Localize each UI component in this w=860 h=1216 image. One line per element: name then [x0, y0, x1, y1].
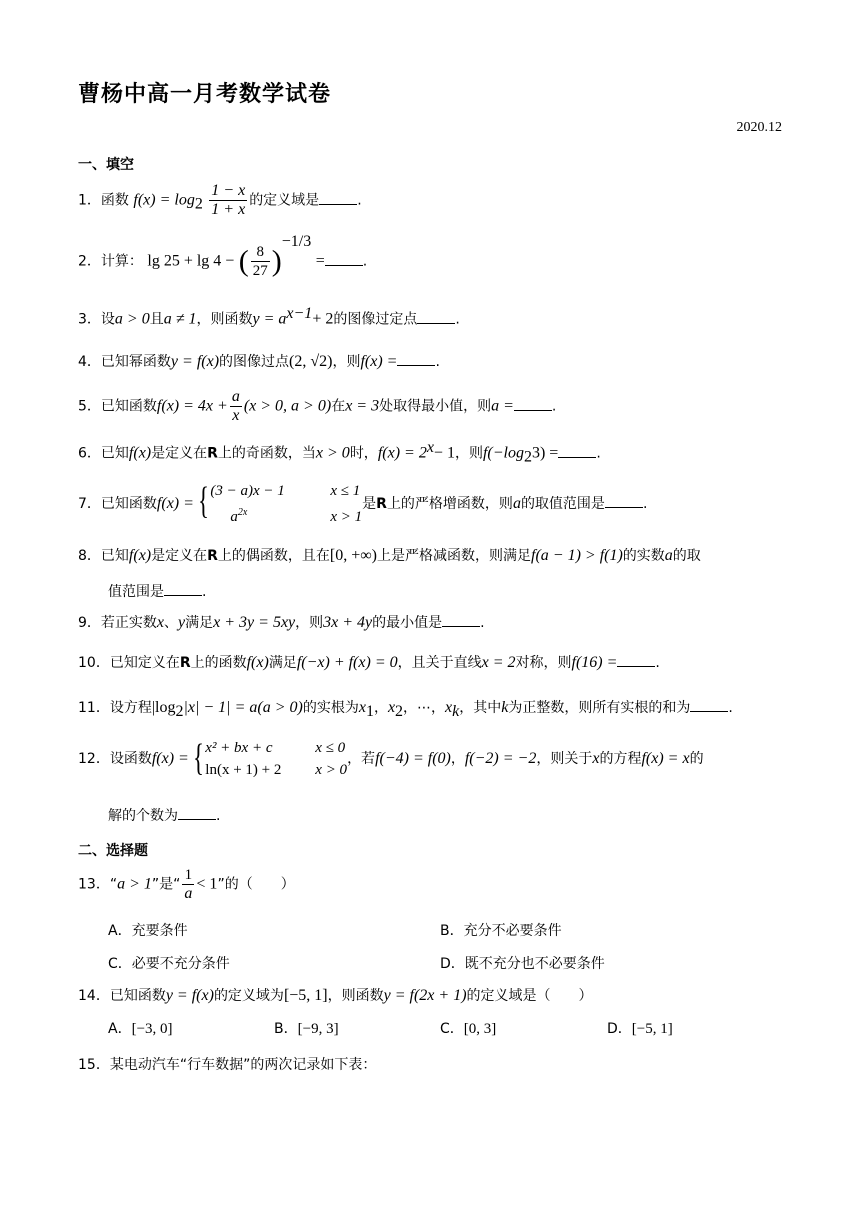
fraction: $\frac{1}{a}$: [184, 867, 193, 902]
piecewise-definition: { x² + bx + c x ≤ 0 ln(x + 1) + 2 x > 0: [193, 737, 348, 779]
exam-date: 2020.12: [736, 120, 782, 135]
section-choice-heading: 二、选择题: [78, 843, 148, 859]
question-4: 4．已知幂函数y = f(x)的图像过点(2, √2)，则f(x) = .: [78, 353, 440, 370]
question-13: 13．“a > 1”是“ $\frac{1}{a}$ < 1”的（ ）: [78, 867, 295, 902]
option-b[interactable]: B．充分不必要条件: [440, 923, 562, 939]
question-12-continued: 解的个数为 .: [108, 805, 220, 825]
piecewise-definition: { (3 − a)x − 1 x ≤ 1 $a^{2x}$ x > 1: [198, 480, 363, 525]
page-title: 曹杨中高一月考数学试卷: [78, 82, 332, 107]
answer-blank[interactable]: [325, 251, 363, 266]
answer-blank[interactable]: [605, 493, 643, 508]
option-b[interactable]: B．[−9, 3]: [274, 1021, 339, 1037]
question-3: 3．设a > 0且a ≠ 1，则函数$y = a^{x-1}+ 2$的图像过定点 .: [78, 305, 460, 328]
question-11: 11．设方程$|\log_2|x| - 1| = a(a > 0)$的实根为$x_1$，$x_2$，⋯，$x_k$，其中k为正整数，则所有实根的和为 .: [78, 699, 733, 720]
section-fill-heading: 一、填空: [78, 157, 134, 173]
question-8-continued: 值范围是 .: [108, 581, 206, 601]
option-c[interactable]: C．必要不充分条件: [108, 956, 230, 972]
fraction: $\frac{8}{27}$: [252, 244, 268, 279]
fraction: $\frac{1 - x}{1 + x}$: [211, 182, 246, 218]
question-7: 7．已知函数f(x) = { (3 − a)x − 1 x ≤ 1 $a^{2x}$ x > 1 是R上的严格增函数，则a的取值范围是 .: [78, 480, 647, 528]
answer-blank[interactable]: [690, 697, 728, 712]
answer-blank[interactable]: [442, 612, 480, 627]
question-2: 2．计算： lg 25 + lg 4 − ( $\frac{8}{27}$ )$^{-1/3}$ = .: [78, 232, 368, 279]
answer-blank[interactable]: [514, 396, 552, 411]
answer-blank[interactable]: [164, 581, 202, 596]
option-a[interactable]: A．充要条件: [108, 923, 188, 939]
fraction: $\frac{a}{x}$: [231, 388, 240, 424]
question-9: 9．若正实数x、y满足x + 3y = 5xy，则3x + 4y的最小值是 .: [78, 614, 485, 631]
question-14: 14．已知函数y = f(x)的定义域为[−5, 1]，则函数y = f(2x + 1)的定义域是（ ）: [78, 987, 593, 1004]
answer-blank[interactable]: [178, 805, 216, 820]
option-a[interactable]: A．[−3, 0]: [108, 1021, 173, 1037]
question-10: 10．已知定义在R上的函数f(x)满足f(−x) + f(x) = 0，且关于直线x = 2对称，则f(16) = .: [78, 654, 660, 671]
question-15: 15．某电动汽车“行车数据”的两次记录如下表：: [78, 1057, 377, 1073]
question-12: 12．设函数f(x) = { x² + bx + c x ≤ 0 ln(x + 1) + 2 x > 0 ，若f(−4) = f(0)，f(−2) = −2，则关于x的方程f(x) = x的: [78, 737, 704, 779]
question-8: 8．已知f(x)是定义在R上的偶函数，且在[0, +∞)上是严格减函数，则满足f(a − 1) > f(1)的实数a的取: [78, 547, 701, 564]
answer-blank[interactable]: [319, 190, 357, 205]
question-5: 5．已知函数f(x) = 4x + $\frac{a}{x}$ (x > 0, a > 0)在x = 3处取得最小值，则a = .: [78, 388, 557, 424]
answer-blank[interactable]: [558, 443, 596, 458]
option-d[interactable]: D．[−5, 1]: [607, 1021, 673, 1037]
answer-blank[interactable]: [617, 652, 655, 667]
answer-blank[interactable]: [397, 351, 435, 366]
option-d[interactable]: D．既不充分也不必要条件: [440, 956, 605, 972]
question-6: 6．已知f(x)是定义在R上的奇函数，当x > 0时，$f(x) = 2^x- 1$，则$f(-\log_23)$ = .: [78, 439, 601, 466]
question-1: 1．函数 $f(x) = \log_2$ $\frac{1 - x}{1 + x}$ 的定义域是 .: [78, 182, 362, 218]
option-c[interactable]: C．[0, 3]: [440, 1021, 497, 1037]
answer-blank[interactable]: [417, 309, 455, 324]
